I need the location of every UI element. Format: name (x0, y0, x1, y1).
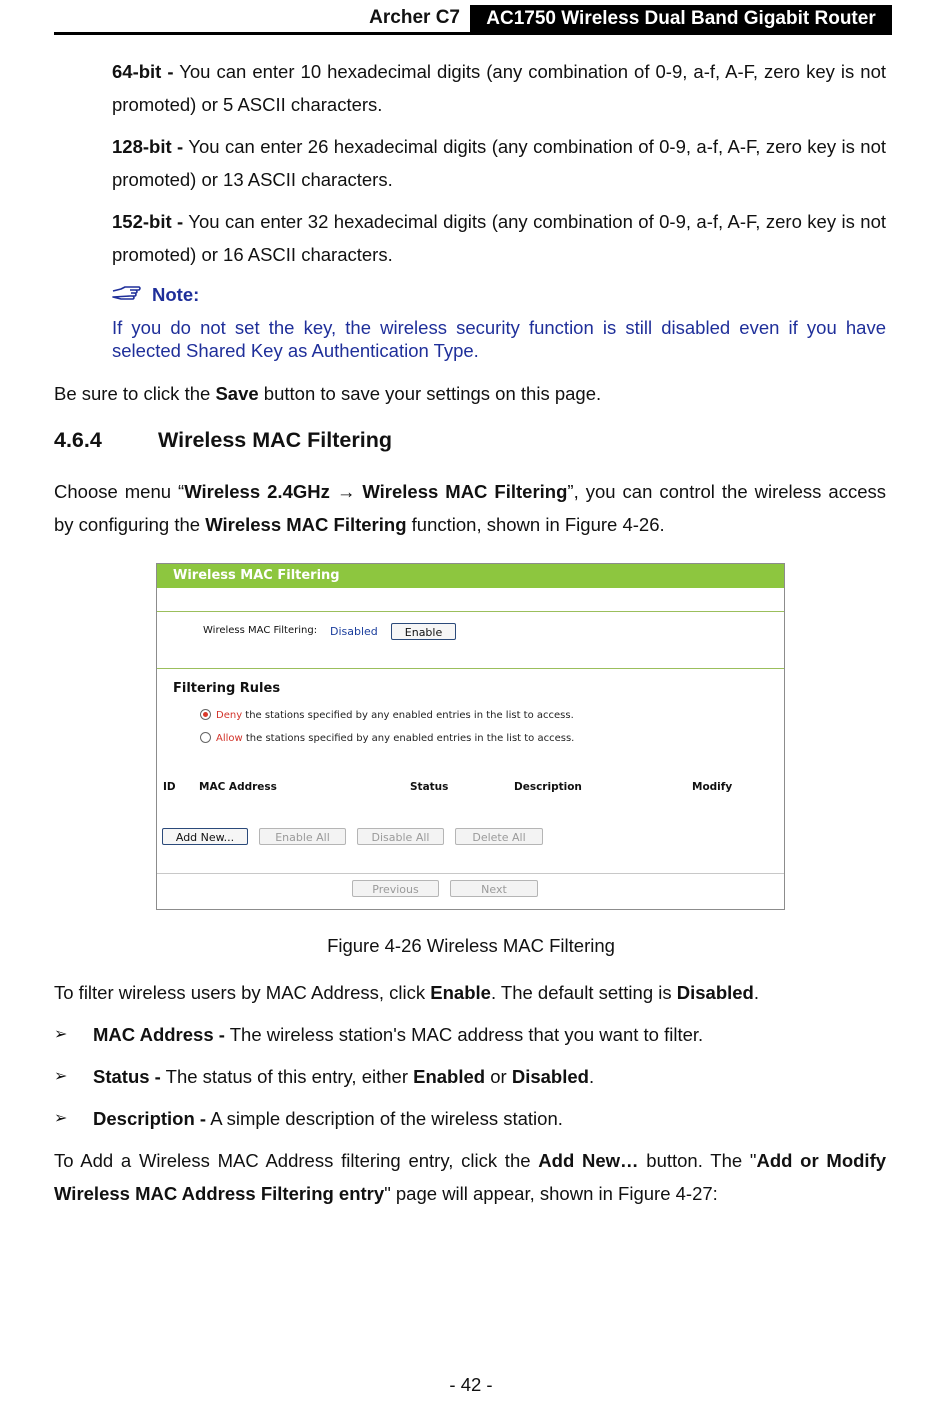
enable-all-button[interactable]: Enable All (259, 828, 346, 845)
previous-button[interactable]: Previous (352, 880, 439, 897)
filter-bold-enable: Enable (430, 982, 491, 1003)
bullet-desc: A simple description of the wireless station. (206, 1108, 563, 1129)
divider (157, 611, 784, 612)
desc-64-bit: You can enter 10 hexadecimal digits (any combination of 0-9, a-f, A-F, zero key is not promoted) or 5 ASCII characters. (112, 61, 887, 115)
bullet-desc: The status of this entry, either (160, 1066, 414, 1087)
divider (157, 668, 784, 669)
save-paragraph (54, 377, 886, 410)
figure-caption: Figure 4-26 Wireless MAC Filtering (327, 935, 615, 956)
page-number: - 42 - (449, 1374, 493, 1395)
bullet-desc: . (588, 1066, 595, 1087)
add-bold-2: Add or Modify Wireless MAC Address Filtering entry (54, 1150, 887, 1204)
add-text-2: button. The " (638, 1150, 757, 1171)
column-modify: Modify (692, 781, 733, 793)
disable-all-button[interactable]: Disable All (357, 828, 444, 845)
divider (157, 873, 784, 874)
section-heading (54, 428, 392, 453)
filter-text-2: . The default setting is (490, 982, 677, 1003)
column-status: Status (410, 781, 449, 793)
key-length-152 (112, 205, 886, 271)
intro-text-2: ”, you can control the wireless access by configuring the (54, 481, 886, 535)
mac-filtering-status-value: Disabled (330, 625, 378, 638)
filter-paragraph (54, 976, 886, 1009)
bullet-text (93, 1060, 594, 1093)
bullet-text (93, 1018, 703, 1051)
term-152-bit: 152-bit - (112, 211, 184, 232)
column-id: ID (163, 781, 176, 793)
note-body: If you do not set the key, the wireless security function is still disabled even if you have selected Shared Key as Authentication Type. (112, 317, 886, 361)
save-bold: Save (215, 383, 259, 404)
key-length-64 (112, 55, 886, 121)
radio-allow[interactable] (200, 732, 211, 743)
term-64-bit: 64-bit - (112, 61, 174, 82)
next-button[interactable]: Next (450, 880, 538, 897)
bullet-term: Status - (93, 1066, 161, 1087)
term-128-bit: 128-bit - (112, 136, 184, 157)
bullet-arrow-icon: ➢ (54, 1068, 68, 1085)
add-entry-paragraph (54, 1144, 886, 1210)
menu-arrow-icon: → (336, 481, 356, 502)
figure-title-bar: Wireless MAC Filtering (157, 564, 784, 588)
intro-menu-1: Wireless 2.4GHz (184, 481, 337, 502)
desc-152-bit: You can enter 32 hexadecimal digits (any combination of 0-9, a-f, A-F, zero key is not promoted) or 16 ASCII characters. (112, 211, 886, 265)
intro-bold-3: Wireless MAC Filtering (205, 514, 407, 535)
rule-deny-text: the stations specified by any enabled entries in the list to access. (242, 710, 574, 721)
intro-text-1: Choose menu “ (54, 481, 185, 502)
save-text-1: Be sure to click the (54, 383, 216, 404)
bullet-bold: Enabled (413, 1066, 486, 1087)
header-model: Archer C7 (369, 7, 460, 28)
bullet-text (93, 1102, 563, 1135)
bullet-desc: The wireless station's MAC address that you want to filter. (224, 1024, 704, 1045)
bullet-arrow-icon: ➢ (54, 1026, 68, 1043)
key-length-128 (112, 130, 886, 196)
intro-paragraph (54, 475, 886, 541)
rule-allow-option[interactable] (200, 732, 574, 744)
filter-text-1: To filter wireless users by MAC Address, click (54, 982, 431, 1003)
section-number: 4.6.4 (54, 428, 102, 452)
page-header (54, 2, 892, 34)
bullet-term: Description - (93, 1108, 207, 1129)
add-text-3: " page will appear, shown in Figure 4-27: (384, 1183, 718, 1204)
note-heading (112, 284, 199, 306)
add-bold-1: Add New… (538, 1150, 639, 1171)
save-text-2: button to save your settings on this page. (258, 383, 602, 404)
add-new-button[interactable]: Add New... (162, 828, 248, 845)
pointing-hand-icon (112, 284, 142, 306)
rule-allow-key: Allow (216, 733, 243, 744)
section-title: Wireless MAC Filtering (158, 428, 392, 452)
bullet-bold: Disabled (511, 1066, 589, 1087)
header-title: AC1750 Wireless Dual Band Gigabit Router (470, 5, 892, 33)
filter-bold-disabled: Disabled (676, 982, 754, 1003)
bullet-term: MAC Address - (93, 1024, 225, 1045)
enable-button[interactable]: Enable (391, 623, 456, 640)
bullet-desc: or (485, 1066, 512, 1087)
add-text-1: To Add a Wireless MAC Address filtering entry, click the (54, 1150, 539, 1171)
rule-allow-text: the stations specified by any enabled entries in the list to access. (242, 733, 575, 744)
filtering-rules-heading: Filtering Rules (173, 681, 281, 696)
mac-filtering-status-label: Wireless MAC Filtering: (203, 625, 318, 636)
intro-text-3: function, shown in Figure 4-26. (406, 514, 665, 535)
mac-filtering-figure (156, 563, 785, 910)
desc-128-bit: You can enter 26 hexadecimal digits (any combination of 0-9, a-f, A-F, zero key is not promoted) or 13 ASCII characters. (112, 136, 886, 190)
header-rule (54, 32, 892, 35)
intro-menu-2: Wireless MAC Filtering (355, 481, 568, 502)
note-title: Note: (152, 284, 200, 305)
delete-all-button[interactable]: Delete All (455, 828, 543, 845)
rule-deny-option[interactable] (200, 709, 574, 721)
rule-deny-key: Deny (216, 710, 243, 721)
column-mac-address: MAC Address (199, 781, 277, 793)
bullet-arrow-icon: ➢ (54, 1110, 68, 1127)
filter-text-3: . (753, 982, 759, 1003)
column-description: Description (514, 781, 582, 793)
radio-deny[interactable] (200, 709, 211, 720)
